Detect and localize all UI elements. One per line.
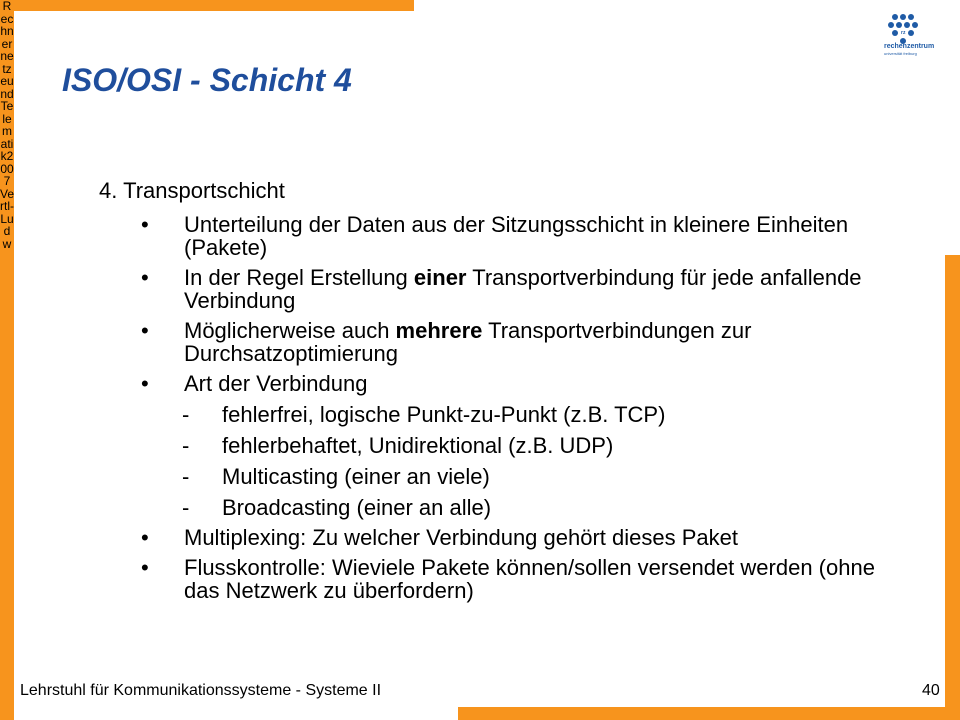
bullet-marker: •: [141, 318, 149, 343]
sub-item: [96, 434, 896, 457]
bullet-marker: •: [141, 371, 149, 396]
item-text: Broadcasting (einer an alle): [222, 495, 492, 520]
bullet-item: [96, 319, 896, 365]
logo-subtitle: universität freiburg: [884, 51, 917, 56]
bullet-item: [96, 372, 896, 395]
item-text: fehlerbehaftet, Unidirektional (z.B. UDP): [222, 433, 614, 458]
sub-item: [96, 465, 896, 488]
bullet-marker: •: [141, 555, 149, 580]
section-title: Transportschicht: [123, 178, 285, 203]
sub-item: [96, 496, 896, 519]
dash-marker: -: [182, 495, 190, 520]
item-text: Multicasting (einer an viele): [222, 464, 490, 489]
item-text: fehlerfrei, logische Punkt-zu-Punkt (z.B. TCP): [222, 402, 666, 427]
emphasis-text: einer: [413, 265, 467, 290]
item-text: Art der Verbindung: [184, 371, 368, 396]
logo-dots-icon: [888, 14, 920, 46]
right-accent-bar: [945, 255, 960, 720]
bullet-item: [96, 213, 896, 259]
logo-mark: rz: [901, 30, 906, 36]
dash-marker: -: [182, 433, 190, 458]
item-text: Transportverbindungen zur Durchsatzoptimierung: [184, 318, 752, 366]
bullet-marker: •: [141, 212, 149, 237]
item-text: Transportverbindung für jede anfallende Verbindung: [184, 265, 862, 313]
item-text: Möglicherweise auch: [184, 318, 396, 343]
bullet-item: [96, 266, 896, 312]
item-text: Multiplexing: Zu welcher Verbindung gehört dieses Paket: [184, 525, 738, 550]
item-text: Unterteilung der Daten aus der Sitzungsschicht in kleinere Einheiten (Pakete): [184, 212, 849, 260]
sub-item: [96, 403, 896, 426]
dash-marker: -: [182, 402, 190, 427]
top-accent-bar: [0, 0, 414, 11]
page-number: 40: [922, 682, 940, 699]
rechenzentrum-logo: [884, 14, 954, 64]
slide-content: [96, 176, 896, 602]
slide-title: ISO/OSI - Schicht 4: [62, 62, 352, 98]
bullet-marker: •: [141, 525, 149, 550]
bullet-item: [96, 526, 896, 549]
section-heading: [99, 176, 896, 206]
bottom-accent-bar: [458, 707, 960, 720]
section-number: 4.: [99, 178, 118, 203]
vertical-side-text: RechnernetzeundTelematik2007Vertl-Ludw: [0, 0, 14, 251]
bullet-item: [96, 556, 896, 602]
bullet-marker: •: [141, 265, 149, 290]
footer-chair: Lehrstuhl für Kommunikationssysteme - Systeme II: [20, 682, 382, 699]
item-text: In der Regel Erstellung: [184, 265, 414, 290]
logo-name: rechenzentrum: [884, 43, 935, 50]
dash-marker: -: [182, 464, 190, 489]
bullet-list: [96, 213, 896, 602]
emphasis-text: mehrere: [395, 318, 483, 343]
item-text: Flusskontrolle: Wieviele Pakete können/sollen versendet werden (ohne das Netzwerk zu überfordern): [184, 555, 875, 603]
